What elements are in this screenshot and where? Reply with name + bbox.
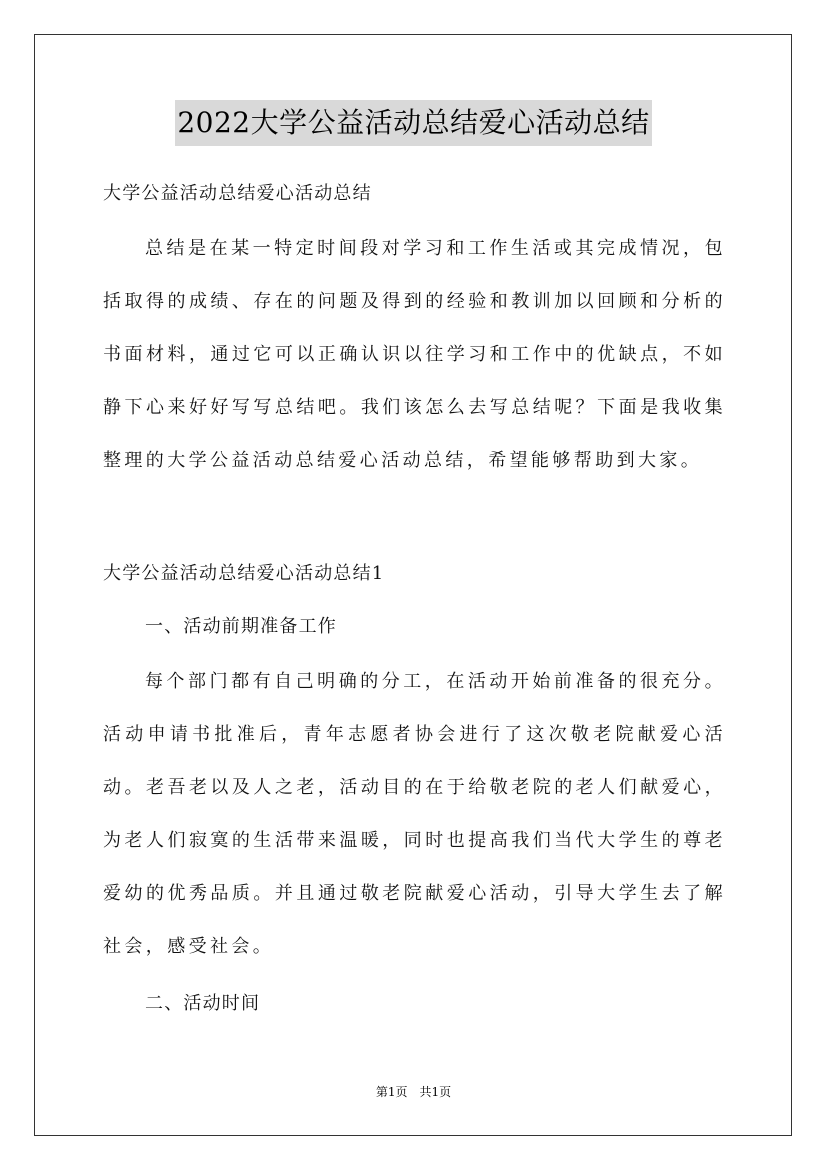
- document-subtitle: 大学公益活动总结爱心活动总结: [103, 183, 372, 204]
- part-one-heading: 一、活动前期准备工作: [145, 616, 337, 637]
- page-number-footer: 第1页 共1页: [375, 1085, 452, 1099]
- section-heading: 大学公益活动总结爱心活动总结1: [103, 563, 385, 584]
- part-one-paragraph: 每个部门都有自己明确的分工，在活动开始前准备的很充分。活动申请书批准后，青年志愿者协会进行了这次敬老院献爱心活动。老吾老以及人之老，活动目的在于给敬老院的老人们献爱心，为老人们寂寞的生活带来温暖，同时也提高我们当代大学生的尊老爱幼的优秀品质。并且通过敬老院献爱心活动，引导大学生去了解社会，感受社会。: [103, 671, 726, 957]
- intro-paragraph: 总结是在某一特定时间段对学习和工作生活或其完成情况，包括取得的成绩、存在的问题及得到的经验和教训加以回顾和分析的书面材料，通过它可以正确认识以往学习和工作中的优缺点，不如静下心来好好写写总结吧。我们该怎么去写总结呢？下面是我收集整理的大学公益活动总结爱心活动总结，希望能够帮助到大家。: [103, 238, 726, 471]
- document-title: 2022大学公益活动总结爱心活动总结: [175, 100, 651, 146]
- title-container: [0, 100, 827, 146]
- part-two-heading: 二、活动时间: [145, 993, 261, 1014]
